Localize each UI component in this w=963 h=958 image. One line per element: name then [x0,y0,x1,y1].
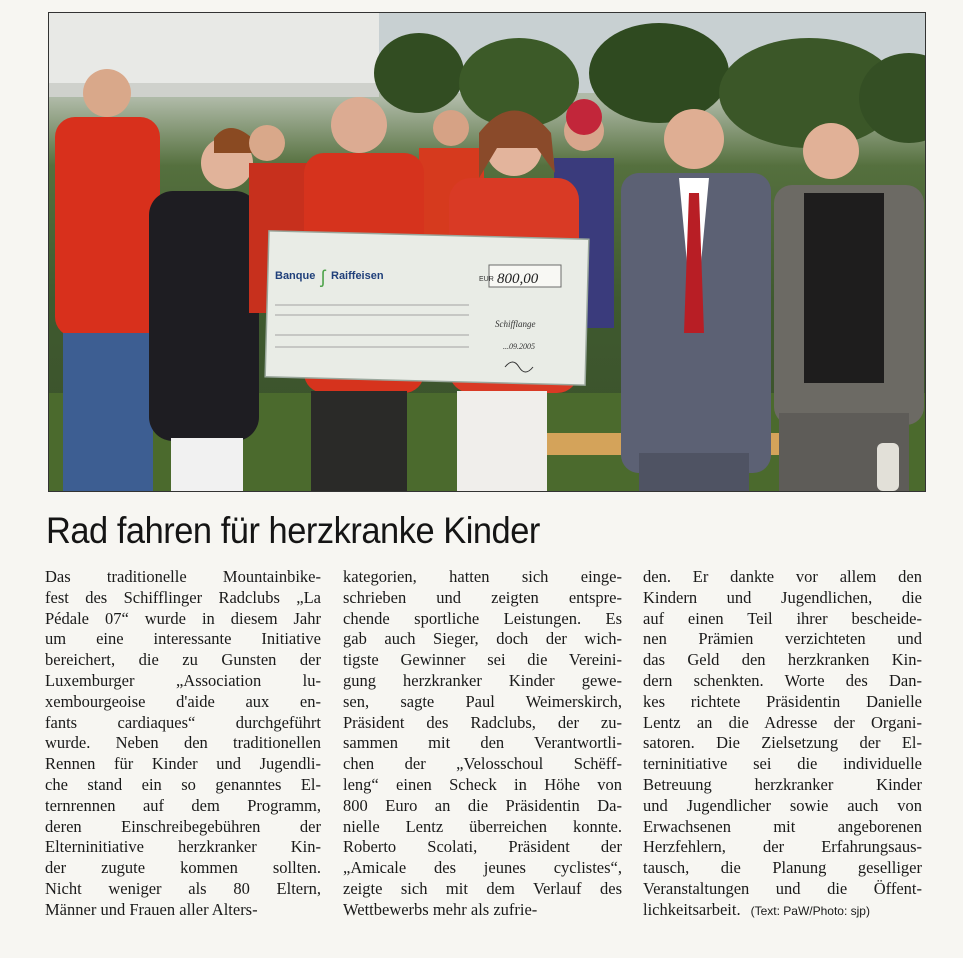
article-line: tausch, die Planung geselliger [643,858,922,878]
article-line: um eine interessante Initiative [45,629,321,649]
article-line: tigste Gewinner sei die Vereini- [343,650,622,670]
article-line: 800 Euro an die Präsidentin Da- [343,795,622,815]
cheque [265,231,589,385]
article-column-3 [643,567,922,922]
article-line: gung herzkranker Kinder gewe- [343,670,622,690]
article-line: Lentz an die Adresse der Organi- [643,712,922,732]
article-line: auf einen Teil ihrer bescheide- [643,608,922,628]
article-line: lichkeitsarbeit. (Text: PaW/Photo: sjp) [643,899,870,919]
article-photo [48,12,926,492]
article-line: Pédale 07“ wurde in diesem Jahr [45,608,321,628]
article-line: che stand ein so genanntes El- [45,774,321,794]
photo-illustration [49,13,925,491]
article-line: sen, sagte Paul Weimerskirch, [343,691,622,711]
article-line: xembourgeoise d'aide aux en- [45,691,321,711]
cheque-currency: EUR [479,276,494,283]
article-line: chende sportliche Leistungen. Es [343,608,622,628]
article-line: zeigte sich mit dem Verlauf des [343,878,622,898]
article-line: Betreuung herzkranker Kinder [643,774,922,794]
article-line: Roberto Scolati, Präsident der [343,837,622,857]
svg-text:ʃ: ʃ [321,267,325,287]
article-line: ternrennen auf dem Programm, [45,795,321,815]
article-line: gab auch Sieger, doch der wich- [343,629,622,649]
article-line: dern schenkten. Worte des Dan- [643,670,922,690]
article-line: und Jugendlicher sowie auch von [643,795,922,815]
article-line: Luxemburger „Association lu- [45,670,321,690]
article-line: chen der „Velosschoul Schëff- [343,754,622,774]
article-line: Herzfehlern, der Erfahrungsaus- [643,837,922,857]
article-line: sammen mit den Verantwortli- [343,733,622,753]
photo-credit: (Text: PaW/Photo: sjp) [750,903,870,918]
article-line: Nicht weniger als 80 Eltern, [45,878,321,898]
cheque-bank-right: Raiffeisen [331,270,384,282]
article-line: den. Er dankte vor allem den [643,567,922,586]
article-line: kategorien, hatten sich einge- [343,567,622,586]
article-line: Veranstaltungen und die Öffent- [643,878,922,898]
article-line: fants cardiaques“ durchgeführt [45,712,321,732]
article-line: nen Prämien verzichteten und [643,629,922,649]
headline: Rad fahren für herzkranke Kinder [46,510,540,551]
article-column-2 [343,567,622,921]
article-line: kes richtete Präsidentin Danielle [643,691,922,711]
article-line: das Geld den herzkranken Kin- [643,650,922,670]
article-line: Männer und Frauen aller Alters- [45,899,258,919]
article-line: deren Einschreibegebühren der [45,816,321,836]
article-line: „Amicale des jeunes cyclistes“, [343,858,622,878]
article-line: terninitiative sei die individuelle [643,754,922,774]
article-line: Wettbewerbs mehr als zufrie- [343,899,538,919]
article-line: Rennen für Kinder und Jugendli- [45,754,321,774]
article-line: Das traditionelle Mountainbike- [45,567,321,586]
article-line: wurde. Neben den traditionellen [45,733,321,753]
article-line: der zugute kommen sollten. [45,858,321,878]
article-column-1 [45,567,321,921]
article-line: Präsident des Radclubs, der zu- [343,712,622,732]
article-line: Kindern und Jugendlichen, die [643,587,922,607]
article-line: nielle Lentz überreichen konnte. [343,816,622,836]
article-line: fest des Schifflinger Radclubs „La [45,587,321,607]
article-line: leng“ einen Scheck in Höhe von [343,774,622,794]
article-line: Erwachsenen mit angeborenen [643,816,922,836]
article-line: Elterninitiative herzkranker Kin- [45,837,321,857]
article-line: satoren. Die Zielsetzung der El- [643,733,922,753]
article-line: bereichert, die zu Gunsten der [45,650,321,670]
article-line: schrieben und zeigten entspre- [343,587,622,607]
cheque-bank-left: Banque [275,270,316,282]
cheque-date: ...09.2005 [503,342,535,351]
cheque-amount: 800,00 [497,271,539,287]
cheque-place: Schifflange [495,319,536,329]
